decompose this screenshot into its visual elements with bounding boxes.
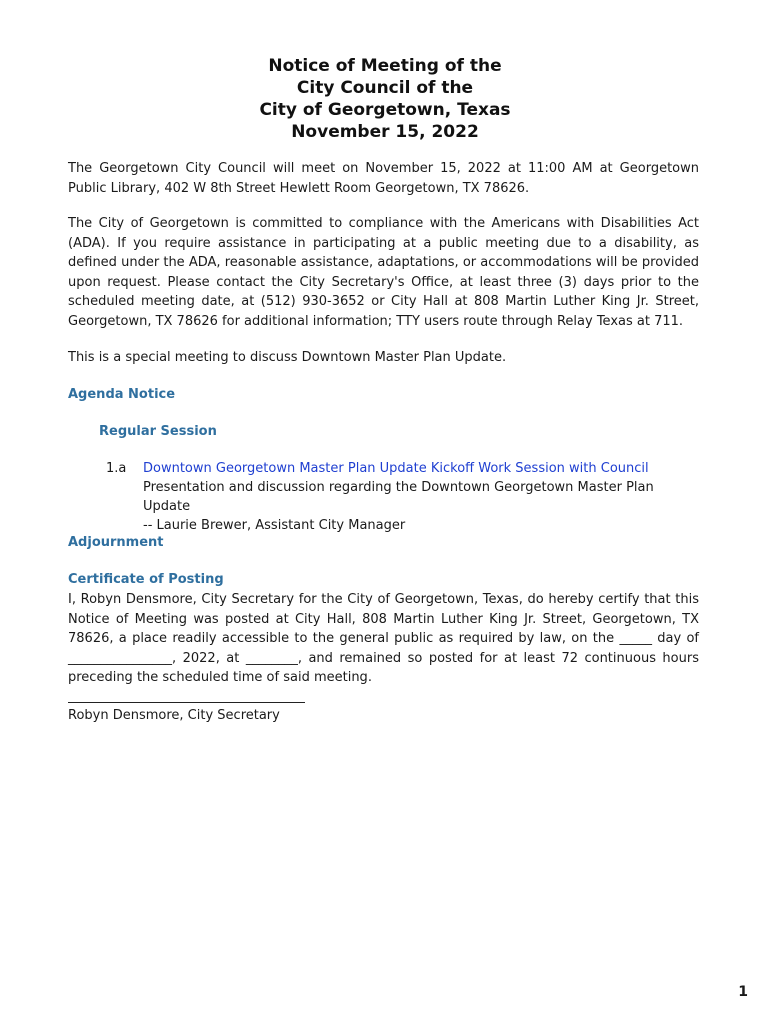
title-line-2: City Council of the bbox=[296, 78, 474, 98]
certificate-heading: Certificate of Posting bbox=[68, 572, 224, 587]
agenda-item-presenter: -- Laurie Brewer, Assistant City Manager bbox=[143, 518, 406, 533]
title-line-3: City of Georgetown, Texas bbox=[259, 100, 511, 120]
agenda-item-number: 1.a bbox=[106, 461, 127, 476]
ada-paragraph: The City of Georgetown is committed to compliance with the Americans with Disabilities Act (ADA). If you require assistance in participating at a public meeting due to a disability, as defined under the ADA, reasonable assistance, adaptations, or accommodations will be provided upon request. Please contact the City Secretary's Office, at least three (3) days prior to the scheduled meeting date, at (512) 930-3652 or City Hall at 808 Martin Luther King Jr. Street, Georgetown, TX 78626 for additional information; TTY users route through Relay Texas at 711. bbox=[68, 216, 699, 329]
agenda-item bbox=[143, 459, 703, 535]
certificate-text: I, Robyn Densmore, City Secretary for the City of Georgetown, Texas, do hereby certify that this Notice of Meeting was posted at City Hall, 808 Martin Luther King Jr. Street, Georgetown, TX 78626, a place readily accessible to the general public as required by law, on the _____ day of ________________, 2022, at ________, and remained so posted for at least 72 continuous hours preceding the scheduled time of said meeting. bbox=[68, 592, 699, 685]
title-line-1: Notice of Meeting of the bbox=[268, 56, 502, 76]
agenda-item-description: Presentation and discussion regarding the Downtown Georgetown Master Plan Update bbox=[143, 480, 654, 514]
signature-line bbox=[68, 702, 305, 703]
agenda-heading: Agenda Notice bbox=[68, 387, 176, 402]
special-meeting-paragraph: This is a special meeting to discuss Downtown Master Plan Update. bbox=[68, 350, 507, 365]
adjournment-heading: Adjournment bbox=[68, 535, 164, 550]
signature-name: Robyn Densmore, City Secretary bbox=[68, 708, 280, 723]
intro-paragraph: The Georgetown City Council will meet on November 15, 2022 at 11:00 AM at Georgetown Public Library, 402 W 8th Street Hewlett Room Georgetown, TX 78626. bbox=[68, 161, 699, 196]
session-heading: Regular Session bbox=[99, 424, 217, 439]
agenda-item-link[interactable]: Downtown Georgetown Master Plan Update Kickoff Work Session with Council bbox=[143, 461, 649, 476]
title-line-4: November 15, 2022 bbox=[291, 122, 479, 142]
page-number: 1 bbox=[738, 984, 748, 1000]
page-title bbox=[0, 55, 770, 143]
